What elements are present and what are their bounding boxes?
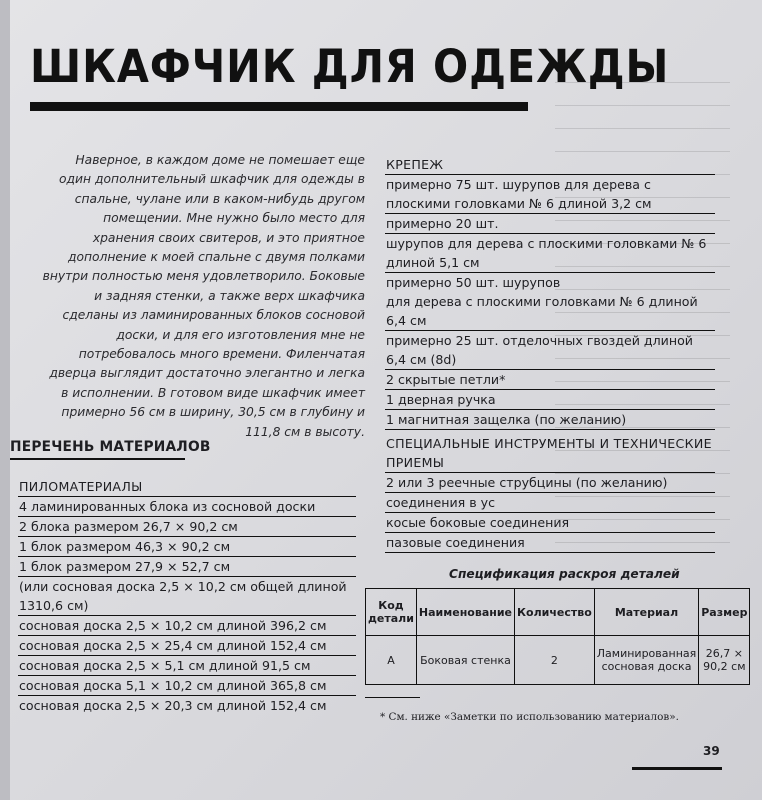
list-item: 1 блок размером 27,9 × 52,7 см xyxy=(18,557,356,577)
list-item: 4 ламинированных блока из сосновой доски xyxy=(18,497,356,517)
list-item: примерно 25 шт. отделочных гвоздей длиной 6,4 см (8d) xyxy=(385,331,715,370)
lumber-list xyxy=(18,477,356,715)
table-header-cell: Материал xyxy=(594,589,698,636)
page-spine-shadow xyxy=(0,0,10,800)
intro-paragraph: Наверное, в каждом доме не помешает еще один дополнительный шкафчик для одежды в спальне, чулане или в каком-нибудь другом помещении. Мне нужно было место для хранения своих свитеров, и это приятное дополнение к моей спальне с двумя полками внутри полностью меня удовлетворило. Боковые и задняя стенки, а также верх шкафчика сделаны из ламинированных блоков сосновой доски, и для его изготовления мне не потребовалось много времени. Филенчатая дверца выглядит достаточно элегантно и легка в исполнении. В готовом виде шкафчик имеет примерно 56 см в ширину, 30,5 см в глубину и 111,8 см в высоту. xyxy=(42,153,365,439)
list-item: сосновая доска 2,5 × 25,4 см длиной 152,4 см xyxy=(18,636,356,656)
list-item: 1 дверная ручка xyxy=(385,390,715,410)
table-cell: А xyxy=(366,636,417,685)
table-cell: Ламинированная сосновая доска xyxy=(594,636,698,685)
tools-title: СПЕЦИАЛЬНЫЕ ИНСТРУМЕНТЫ И ТЕХНИЧЕСКИЕ ПРИЕМЫ xyxy=(385,434,715,473)
list-item: соединения в ус xyxy=(385,493,715,513)
list-item: примерно 50 шт. шурупов xyxy=(386,275,561,290)
table-cell: 2 xyxy=(515,636,595,685)
list-item: пазовые соединения xyxy=(385,533,715,553)
table-header-cell: Наименование xyxy=(416,589,514,636)
tools-list xyxy=(385,434,715,553)
fasteners-list xyxy=(385,155,715,430)
list-item: для дерева с плоскими головками № 6 длиной 6,4 см xyxy=(385,292,715,331)
page-number: 39 xyxy=(703,744,720,758)
list-item: 2 скрытые петли* xyxy=(385,370,715,390)
list-item: косые боковые соединения xyxy=(385,513,715,533)
title-underline xyxy=(30,102,528,111)
table-header-cell: Количество xyxy=(515,589,595,636)
list-item: шурупов для дерева с плоскими головками № 6 длиной 5,1 см xyxy=(385,234,715,273)
page-number-rule xyxy=(632,767,722,770)
list-item: сосновая доска 2,5 × 5,1 см длиной 91,5 см xyxy=(18,656,356,676)
lumber-list-title: ПИЛОМАТЕРИАЛЫ xyxy=(18,477,356,497)
list-item: примерно 20 шт. xyxy=(385,214,715,234)
list-item: 2 блока размером 26,7 × 90,2 см xyxy=(18,517,356,537)
footnote: * См. ниже «Заметки по использованию материалов». xyxy=(380,711,679,723)
list-item: сосновая доска 5,1 × 10,2 см длиной 365,8 см xyxy=(18,676,356,696)
list-item: примерно 75 шт. шурупов для дерева с плоскими головками № 6 длиной 3,2 см xyxy=(385,175,715,214)
page-title: ШКАФЧИК ДЛЯ ОДЕЖДЫ xyxy=(30,40,670,93)
table-cell: Боковая стенка xyxy=(416,636,514,685)
list-item: 2 или 3 реечные струбцины (по желанию) xyxy=(385,473,715,493)
materials-heading: ПЕРЕЧЕНЬ МАТЕРИАЛОВ xyxy=(10,439,211,455)
table-row xyxy=(366,636,750,685)
spec-table-title: Спецификация раскроя деталей xyxy=(449,567,680,581)
list-item: 1 блок размером 46,3 × 90,2 см xyxy=(18,537,356,557)
footnote-rule xyxy=(365,697,420,698)
cutting-spec-table xyxy=(365,588,750,685)
table-cell: 26,7 × 90,2 см xyxy=(699,636,750,685)
list-item: сосновая доска 2,5 × 20,3 см длиной 152,4 см xyxy=(19,698,327,713)
table-header-cell: Размер xyxy=(699,589,750,636)
table-header-row xyxy=(366,589,750,636)
fasteners-title: КРЕПЕЖ xyxy=(385,155,715,175)
list-item: (или сосновая доска 2,5 × 10,2 см общей длиной 1310,6 см) xyxy=(18,577,356,616)
list-item: 1 магнитная защелка (по желанию) xyxy=(385,410,715,430)
table-header-cell: Код детали xyxy=(366,589,417,636)
materials-heading-rule xyxy=(10,458,185,460)
list-item: сосновая доска 2,5 × 10,2 см длиной 396,2 см xyxy=(18,616,356,636)
